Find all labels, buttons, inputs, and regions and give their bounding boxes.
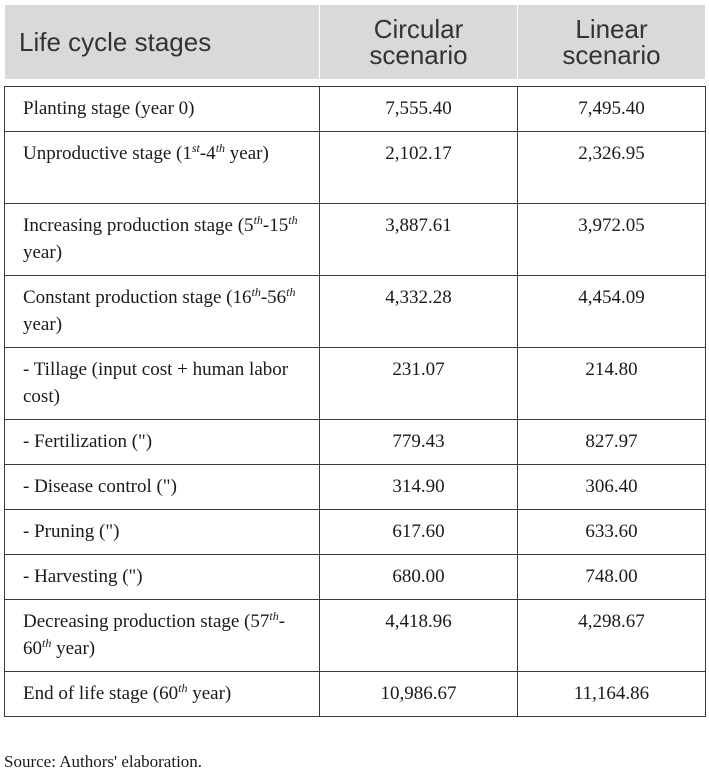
linear-value: 4,298.67	[518, 600, 706, 672]
linear-value: 11,164.86	[518, 672, 706, 717]
stage-label: - Pruning (")	[23, 521, 120, 542]
header-circular-line2: scenario	[369, 40, 468, 70]
life-cycle-cost-table	[4, 4, 706, 717]
header-life-cycle-stages-label: Life cycle stages	[19, 27, 212, 57]
table-row	[5, 276, 706, 348]
stage-cell	[5, 132, 320, 204]
linear-value: 827.97	[518, 420, 706, 465]
linear-value: 306.40	[518, 465, 706, 510]
stage-cell	[5, 672, 320, 717]
ordinal-suffix: th	[251, 285, 261, 299]
stage-cell	[5, 87, 320, 132]
header-circular-line1: Circular	[373, 14, 464, 44]
stage-label-part: End of life stage (60	[23, 683, 179, 704]
circular-value: 680.00	[320, 555, 518, 600]
linear-value: 4,454.09	[518, 276, 706, 348]
table-row	[5, 348, 706, 420]
table-row	[5, 555, 706, 600]
stage-label-part: -56	[260, 287, 287, 308]
ordinal-suffix: th	[42, 636, 52, 650]
table-row	[5, 420, 706, 465]
header-row	[5, 5, 706, 80]
stage-cell	[5, 204, 320, 276]
stage-label-part: year)	[225, 143, 269, 164]
circular-value: 3,887.61	[320, 204, 518, 276]
circular-value: 617.60	[320, 510, 518, 555]
stage-cell	[5, 600, 320, 672]
linear-value: 3,972.05	[518, 204, 706, 276]
stage-label-part: Unproductive stage (1	[23, 143, 192, 164]
stage-label-part: year)	[51, 638, 96, 659]
stage-label: - Tillage (input cost + human labor cost)	[23, 359, 289, 407]
stage-cell	[5, 510, 320, 555]
stage-label-part: Constant production stage (16	[23, 287, 252, 308]
stage-label-part: year)	[187, 683, 232, 704]
linear-value: 2,326.95	[518, 132, 706, 204]
stage-label-part: -15	[262, 215, 289, 236]
ordinal-suffix: th	[269, 609, 279, 623]
stage-label: Planting stage (year 0)	[23, 98, 195, 119]
stage-label-part: -60	[23, 611, 286, 659]
circular-value: 231.07	[320, 348, 518, 420]
cost-table-container	[4, 4, 705, 717]
circular-value: 4,332.28	[320, 276, 518, 348]
stage-label-part: Increasing production stage (5	[23, 215, 254, 236]
table-row	[5, 672, 706, 717]
stage-cell	[5, 348, 320, 420]
stage-label-part: year)	[23, 314, 63, 335]
circular-value: 4,418.96	[320, 600, 518, 672]
stage-cell	[5, 420, 320, 465]
source-note: Source: Authors' elaboration.	[4, 752, 203, 771]
ordinal-suffix: th	[178, 681, 188, 695]
linear-value: 7,495.40	[518, 87, 706, 132]
circular-value: 7,555.40	[320, 87, 518, 132]
stage-cell	[5, 276, 320, 348]
table-row	[5, 510, 706, 555]
linear-value: 214.80	[518, 348, 706, 420]
ordinal-suffix: th	[253, 213, 263, 227]
stage-label: - Harvesting (")	[23, 566, 143, 587]
stage-label-part: -4	[199, 143, 216, 164]
linear-value: 633.60	[518, 510, 706, 555]
table-row	[5, 87, 706, 132]
stage-label: - Fertilization (")	[23, 431, 153, 452]
ordinal-suffix: th	[288, 213, 298, 227]
table-row	[5, 204, 706, 276]
table-row	[5, 465, 706, 510]
header-life-cycle-stages	[5, 5, 320, 80]
ordinal-suffix: th	[215, 141, 226, 155]
header-circular-scenario	[320, 5, 518, 80]
circular-value: 10,986.67	[320, 672, 518, 717]
circular-value: 314.90	[320, 465, 518, 510]
linear-value: 748.00	[518, 555, 706, 600]
ordinal-suffix: th	[286, 285, 296, 299]
table-row	[5, 132, 706, 204]
stage-cell	[5, 465, 320, 510]
header-linear-scenario	[518, 5, 706, 80]
table-row	[5, 600, 706, 672]
header-linear-line1: Linear	[575, 14, 648, 44]
circular-value: 779.43	[320, 420, 518, 465]
ordinal-suffix: st	[191, 141, 200, 155]
stage-cell	[5, 555, 320, 600]
stage-label-part: year)	[23, 242, 63, 263]
stage-label: - Disease control (")	[23, 476, 177, 497]
stage-label-part: Decreasing production stage (57	[23, 611, 270, 632]
circular-value: 2,102.17	[320, 132, 518, 204]
header-linear-line2: scenario	[562, 40, 661, 70]
